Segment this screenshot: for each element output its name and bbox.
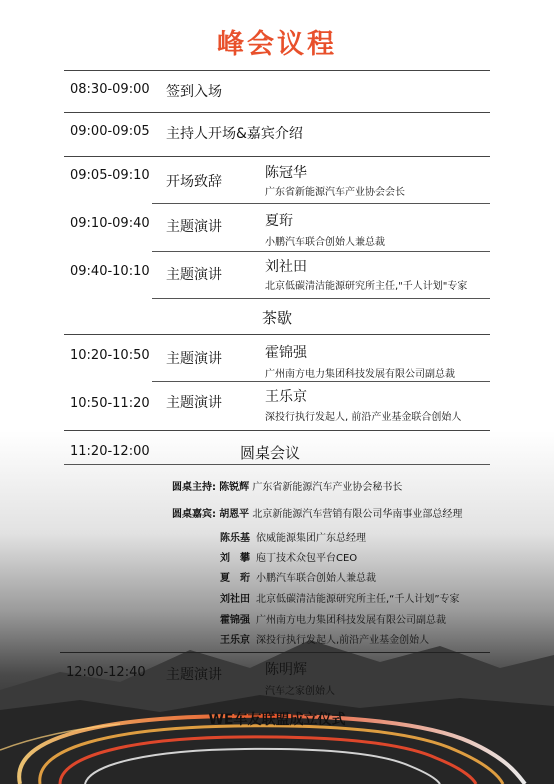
speaker-title: 北京低碳清洁能源研究所主任,"千人计划"专家 — [265, 281, 468, 292]
session-type: 主题演讲 — [166, 267, 222, 283]
guest-name: 胡恩平 — [219, 509, 250, 520]
speaker-title: 深投行执行发起人, 前沿产业基金联合创始人 — [265, 412, 462, 423]
session-type: 主题演讲 — [166, 395, 222, 411]
guest-name: 霍锦强 — [220, 615, 250, 626]
time-slot: 09:05-09:10 — [70, 168, 150, 183]
session-type: 签到入场 — [166, 84, 222, 100]
time-slot: 12:00-12:40 — [66, 665, 146, 680]
speaker-title: 广州南方电力集团科技发展有限公司副总裁 — [265, 369, 455, 380]
session-type: 主题演讲 — [166, 667, 222, 683]
divider — [64, 464, 490, 465]
speaker-name: 王乐京 — [265, 389, 307, 405]
guests-label: 圆桌嘉宾: — [172, 509, 216, 520]
speaker-title: 汽车之家创始人 — [265, 686, 335, 697]
divider — [152, 298, 490, 299]
speaker-title: 小鹏汽车联合创始人兼总裁 — [265, 237, 385, 248]
page-title: 峰会议程 — [217, 29, 337, 60]
speaker-name: 霍锦强 — [265, 345, 307, 361]
guest-title: 深投行执行发起人,前沿产业基金创始人 — [256, 635, 430, 646]
guest-title: 小鹏汽车联合创始人兼总裁 — [256, 573, 376, 584]
divider — [152, 381, 490, 382]
divider — [64, 430, 490, 431]
roundtable-title: 圆桌会议 — [240, 444, 301, 462]
session-type: 主题演讲 — [166, 351, 222, 367]
guest-title: 北京新能源汽车营销有限公司华南事业部总经理 — [252, 509, 463, 520]
host-title: 广东省新能源汽车产业协会秘书长 — [252, 482, 403, 493]
time-slot: 09:10-09:40 — [70, 216, 150, 231]
speaker-title: 广东省新能源汽车产业协会会长 — [265, 187, 405, 198]
divider — [152, 203, 490, 204]
session-type: 开场致辞 — [166, 174, 222, 190]
guest-title: 北京低碳清洁能源研究所主任,“千人计划”专家 — [256, 594, 460, 605]
divider — [64, 334, 490, 335]
roundtable-guest-first — [172, 505, 462, 520]
session-type: 主持人开场&嘉宾介绍 — [166, 126, 303, 142]
speaker-name: 夏珩 — [265, 213, 293, 229]
speaker-name: 陈冠华 — [265, 165, 307, 181]
roundtable-host — [172, 478, 402, 493]
divider — [60, 652, 490, 653]
time-slot: 08:30-09:00 — [70, 82, 150, 97]
host-label: 圆桌主持: — [172, 482, 216, 493]
guest-title: 依威能源集团广东总经理 — [256, 533, 366, 544]
guest-name: 刘社田 — [220, 594, 250, 605]
ceremony-title: WE车友联盟成立仪式 — [208, 712, 346, 728]
guest-title: 广州南方电力集团科技发展有限公司副总裁 — [256, 615, 446, 626]
time-slot: 09:40-10:10 — [70, 264, 150, 279]
speaker-name: 刘社田 — [265, 259, 307, 275]
guest-name: 夏 珩 — [220, 573, 250, 584]
host-name: 陈锐辉 — [219, 482, 250, 493]
divider — [64, 156, 490, 157]
guest-title: 庖丁技术众包平台CEO — [256, 553, 358, 564]
divider — [64, 112, 490, 113]
divider — [64, 70, 490, 71]
guest-name: 王乐京 — [220, 635, 250, 646]
session-type: 主题演讲 — [166, 219, 222, 235]
speaker-name: 陈明辉 — [265, 662, 307, 678]
time-slot: 10:50-11:20 — [70, 396, 150, 411]
divider — [152, 251, 490, 252]
guest-name: 刘 攀 — [220, 553, 250, 564]
time-slot: 10:20-10:50 — [70, 348, 150, 363]
time-slot: 11:20-12:00 — [70, 444, 150, 459]
tea-break: 茶歇 — [261, 309, 292, 327]
time-slot: 09:00-09:05 — [70, 124, 150, 139]
guest-name: 陈乐基 — [220, 533, 250, 544]
